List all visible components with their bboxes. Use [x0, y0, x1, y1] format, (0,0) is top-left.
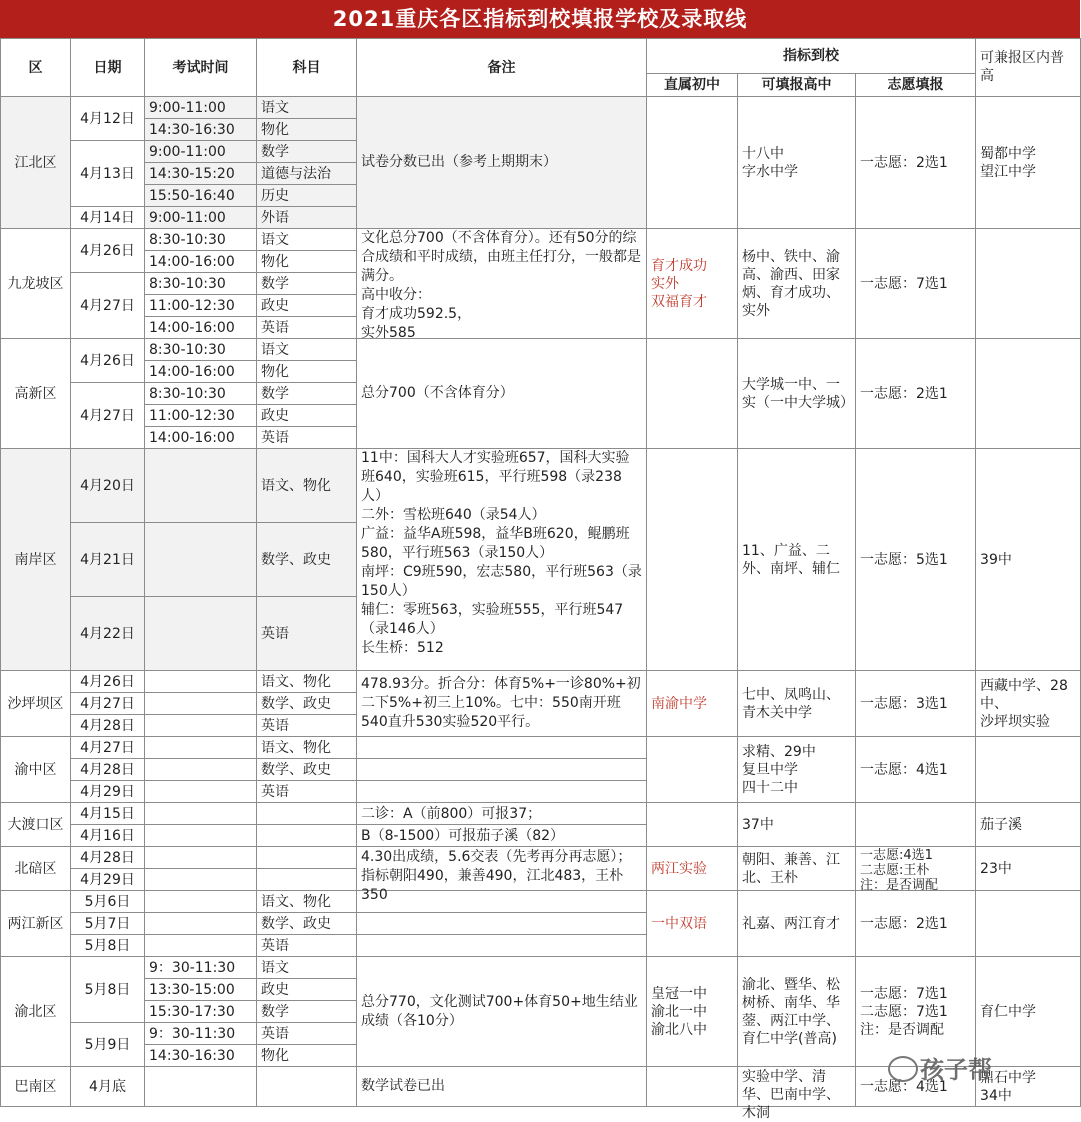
subject-cell: 英语 [257, 935, 357, 957]
date-cell: 4月27日 [71, 273, 145, 339]
table-row [1, 847, 1081, 869]
table-row [1, 891, 1081, 913]
subject-cell: 数学 [257, 273, 357, 295]
subject-cell: 英语 [257, 427, 357, 449]
time-cell: 14:00-16:00 [145, 427, 257, 449]
header-date: 日期 [71, 39, 145, 97]
table-row [1, 229, 1081, 251]
subject-cell [257, 869, 357, 891]
subject-cell: 数学、政史 [257, 693, 357, 715]
time-cell [145, 1067, 257, 1107]
time-cell: 13:30-15:00 [145, 979, 257, 1001]
note-cell [357, 891, 647, 913]
also-cell [976, 229, 1081, 339]
choice-cell [856, 803, 976, 847]
header-time: 考试时间 [145, 39, 257, 97]
table-row [1, 803, 1081, 825]
date-cell: 5月6日 [71, 891, 145, 913]
time-cell: 15:30-17:30 [145, 1001, 257, 1023]
subject-cell: 政史 [257, 405, 357, 427]
choice-cell: 一志愿：2选1 [856, 339, 976, 449]
subject-cell [257, 1067, 357, 1107]
note-cell: 11中：国科大人才实验班657，国科大实验班640，实验班615，平行班598（录238人） 二外：雪松班640（录54人） 广益：益华A班598，益华B班620，鲲鹏班580，平行班563（录150人） 南坪：C9班590，宏志580，平行班563（录150人） 辅仁：零班563，实验班555，平行班547（录146人） 长生桥：512 [357, 449, 647, 671]
direct-cell [647, 803, 738, 847]
time-cell [145, 715, 257, 737]
time-cell [145, 449, 257, 523]
page-title: 2021重庆各区指标到校填报学校及录取线 [0, 0, 1080, 38]
header-row [1, 39, 1081, 74]
subject-cell: 物化 [257, 1045, 357, 1067]
subject-cell: 外语 [257, 207, 357, 229]
note-cell: 总分700（不含体育分） [357, 339, 647, 449]
time-cell: 8:30-10:30 [145, 273, 257, 295]
time-cell: 14:30-16:30 [145, 119, 257, 141]
time-cell [145, 803, 257, 825]
date-cell: 4月28日 [71, 759, 145, 781]
subject-cell: 物化 [257, 119, 357, 141]
date-cell: 4月27日 [71, 737, 145, 759]
time-cell [145, 891, 257, 913]
choice-cell: 一志愿：4选1 [856, 737, 976, 803]
choice-cell: 一志愿：7选1 [856, 229, 976, 339]
choice-cell: 一志愿：2选1 [856, 97, 976, 229]
time-cell: 8:30-10:30 [145, 229, 257, 251]
time-cell [145, 671, 257, 693]
time-cell: 9：30-11:30 [145, 1023, 257, 1045]
date-cell: 4月27日 [71, 693, 145, 715]
time-cell [145, 913, 257, 935]
table-row [1, 1067, 1081, 1107]
note-cell: 478.93分。折合分：体育5%+一诊80%+初二下5%+初三上10%。七中：550南开班540直升530实验520平行。 [357, 671, 647, 737]
district-cell: 沙坪坝区 [1, 671, 71, 737]
subject-cell: 政史 [257, 979, 357, 1001]
header-choice: 志愿填报 [856, 74, 976, 97]
time-cell [145, 869, 257, 891]
subject-cell: 物化 [257, 251, 357, 273]
table-row [1, 97, 1081, 119]
subject-cell: 英语 [257, 1023, 357, 1045]
time-cell: 8:30-10:30 [145, 339, 257, 361]
time-cell: 14:30-16:30 [145, 1045, 257, 1067]
also-cell: 蜀都中学 望江中学 [976, 97, 1081, 229]
header-quota: 指标到校 [647, 39, 976, 74]
direct-cell [647, 737, 738, 803]
direct-cell [647, 1067, 738, 1107]
time-cell [145, 759, 257, 781]
subject-cell: 语文、物化 [257, 671, 357, 693]
subject-cell: 英语 [257, 597, 357, 671]
time-cell [145, 597, 257, 671]
date-cell: 4月26日 [71, 671, 145, 693]
time-cell [145, 935, 257, 957]
choice-cell: 一志愿：3选1 [856, 671, 976, 737]
date-cell: 5月8日 [71, 935, 145, 957]
date-cell: 5月8日 [71, 957, 145, 1023]
subject-cell: 数学 [257, 1001, 357, 1023]
subject-cell: 道德与法治 [257, 163, 357, 185]
note-text: 4.30出成绩，5.6交表（先考再分再志愿）； 指标朝阳490，兼善490，江北483，王朴350 [361, 848, 632, 903]
subject-cell: 语文、物化 [257, 449, 357, 523]
subject-cell: 数学、政史 [257, 523, 357, 597]
date-cell: 4月14日 [71, 207, 145, 229]
date-cell: 5月9日 [71, 1023, 145, 1067]
eligible-cell: 37中 [738, 803, 856, 847]
date-cell: 4月底 [71, 1067, 145, 1107]
date-cell: 4月20日 [71, 449, 145, 523]
time-cell: 14:00-16:00 [145, 361, 257, 383]
choice-cell: 一志愿：7选1 二志愿：7选1 注：是否调配 [856, 957, 976, 1067]
choice-text: 一志愿:4选1 二志愿:王朴 注：是否调配 [860, 847, 939, 893]
time-cell: 15:50-16:40 [145, 185, 257, 207]
time-cell: 8:30-10:30 [145, 383, 257, 405]
header-note: 备注 [357, 39, 647, 97]
district-cell: 两江新区 [1, 891, 71, 957]
header-also: 可兼报区内普高 [976, 39, 1081, 97]
date-cell: 4月13日 [71, 141, 145, 207]
time-cell: 9：30-11:30 [145, 957, 257, 979]
header-subject: 科目 [257, 39, 357, 97]
subject-cell: 历史 [257, 185, 357, 207]
time-cell: 14:00-16:00 [145, 317, 257, 339]
subject-cell: 数学、政史 [257, 913, 357, 935]
date-cell: 4月22日 [71, 597, 145, 671]
district-cell: 江北区 [1, 97, 71, 229]
eligible-cell: 七中、凤鸣山、青木关中学 [738, 671, 856, 737]
district-cell: 渝北区 [1, 957, 71, 1067]
date-cell: 4月29日 [71, 781, 145, 803]
note-cell: 试卷分数已出（参考上期期末） [357, 97, 647, 229]
also-cell: 鼎石中学 34中 [976, 1067, 1081, 1107]
table-row [1, 339, 1081, 361]
eligible-cell: 11、广益、二外、南坪、辅仁 [738, 449, 856, 671]
subject-cell: 英语 [257, 715, 357, 737]
subject-cell: 英语 [257, 317, 357, 339]
table-row [1, 737, 1081, 759]
header-eligible: 可填报高中 [738, 74, 856, 97]
note-cell [357, 781, 647, 803]
choice-cell: 一志愿：4选1 [856, 1067, 976, 1107]
time-cell [145, 847, 257, 869]
date-cell: 4月21日 [71, 523, 145, 597]
eligible-cell: 杨中、铁中、渝高、渝西、田家炳、育才成功、实外 [738, 229, 856, 339]
time-cell [145, 825, 257, 847]
subject-cell: 物化 [257, 361, 357, 383]
time-cell: 14:30-15:20 [145, 163, 257, 185]
time-cell [145, 737, 257, 759]
header-district: 区 [1, 39, 71, 97]
subject-cell: 语文 [257, 339, 357, 361]
table-row [1, 957, 1081, 979]
subject-cell: 数学、政史 [257, 759, 357, 781]
also-cell: 育仁中学 [976, 957, 1081, 1067]
subject-cell: 英语 [257, 781, 357, 803]
also-cell [976, 891, 1081, 957]
subject-cell: 语文 [257, 97, 357, 119]
time-cell: 9:00-11:00 [145, 207, 257, 229]
subject-cell: 语文、物化 [257, 891, 357, 913]
time-cell: 9:00-11:00 [145, 141, 257, 163]
time-cell: 11:00-12:30 [145, 405, 257, 427]
note-cell: 数学试卷已出 [357, 1067, 647, 1107]
also-cell: 茄子溪 [976, 803, 1081, 847]
watermark: 孩子帮 [920, 1056, 992, 1084]
eligible-cell: 礼嘉、两江育才 [738, 891, 856, 957]
subject-cell: 数学 [257, 383, 357, 405]
district-cell: 北碚区 [1, 847, 71, 891]
admission-table-wrapper [0, 38, 1080, 1121]
district-cell: 高新区 [1, 339, 71, 449]
also-cell [976, 339, 1081, 449]
header-direct: 直属初中 [647, 74, 738, 97]
choice-cell: 一志愿：2选1 [856, 891, 976, 957]
direct-cell: 皇冠一中 渝北一中 渝北八中 [647, 957, 738, 1067]
wechat-icon [888, 1056, 918, 1082]
subject-cell [257, 803, 357, 825]
direct-cell: 两江实验 [647, 847, 738, 891]
date-cell: 4月15日 [71, 803, 145, 825]
choice-cell [856, 847, 976, 891]
time-cell: 9:00-11:00 [145, 97, 257, 119]
date-cell: 4月26日 [71, 339, 145, 383]
also-cell: 西藏中学、28中、 沙坪坝实验 [976, 671, 1081, 737]
eligible-cell: 求精、29中 复旦中学 四十二中 [738, 737, 856, 803]
direct-cell: 育才成功 实外 双福育才 [647, 229, 738, 339]
direct-cell [647, 449, 738, 671]
eligible-text: 实验中学、清华、巴南中学、木洞 [742, 1068, 840, 1121]
date-cell: 4月27日 [71, 383, 145, 449]
subject-cell: 语文 [257, 957, 357, 979]
direct-cell [647, 339, 738, 449]
note-cell [357, 935, 647, 957]
note-cell [357, 759, 647, 781]
subject-cell [257, 847, 357, 869]
note-cell [357, 229, 647, 339]
time-cell: 11:00-12:30 [145, 295, 257, 317]
time-cell: 14:00-16:00 [145, 251, 257, 273]
eligible-cell: 渝北、暨华、松树桥、南华、华蓥、两江中学、育仁中学(普高) [738, 957, 856, 1067]
date-cell: 4月28日 [71, 715, 145, 737]
district-cell: 巴南区 [1, 1067, 71, 1107]
date-cell: 4月29日 [71, 869, 145, 891]
eligible-cell: 十八中 字水中学 [738, 97, 856, 229]
subject-cell: 语文、物化 [257, 737, 357, 759]
district-cell: 大渡口区 [1, 803, 71, 847]
also-cell: 23中 [976, 847, 1081, 891]
also-cell: 39中 [976, 449, 1081, 671]
admission-table [0, 38, 1081, 1121]
direct-cell: 南渝中学 [647, 671, 738, 737]
date-cell: 4月26日 [71, 229, 145, 273]
also-cell [976, 737, 1081, 803]
table-row [1, 449, 1081, 523]
eligible-cell: 朝阳、兼善、江北、王朴 [738, 847, 856, 891]
subject-cell: 语文 [257, 229, 357, 251]
note-cell [357, 913, 647, 935]
note-text: 文化总分700（不含体育分）。还有50分的综合成绩和平时成绩，由班主任打分，一般都是满分。 高中收分： 育才成功592.5， 实外585 [361, 230, 641, 341]
date-cell: 4月12日 [71, 97, 145, 141]
direct-cell: 一中双语 [647, 891, 738, 957]
table-row [1, 671, 1081, 693]
eligible-cell: 大学城一中、一实（一中大学城） [738, 339, 856, 449]
subject-cell [257, 825, 357, 847]
note-cell [357, 737, 647, 759]
subject-cell: 政史 [257, 295, 357, 317]
date-cell: 4月28日 [71, 847, 145, 869]
note-cell: B（8-1500）可报茄子溪（82） [357, 825, 647, 847]
direct-cell [647, 97, 738, 229]
choice-cell: 一志愿：5选1 [856, 449, 976, 671]
time-cell [145, 693, 257, 715]
note-cell: 二诊：A（前800）可报37； [357, 803, 647, 825]
time-cell [145, 523, 257, 597]
note-cell: 总分770，文化测试700+体育50+地生结业成绩（各10分） [357, 957, 647, 1067]
district-cell: 南岸区 [1, 449, 71, 671]
date-cell: 5月7日 [71, 913, 145, 935]
eligible-cell [738, 1067, 856, 1121]
time-cell [145, 781, 257, 803]
date-cell: 4月16日 [71, 825, 145, 847]
note-cell [357, 847, 647, 903]
subject-cell: 数学 [257, 141, 357, 163]
district-cell: 渝中区 [1, 737, 71, 803]
district-cell: 九龙坡区 [1, 229, 71, 339]
